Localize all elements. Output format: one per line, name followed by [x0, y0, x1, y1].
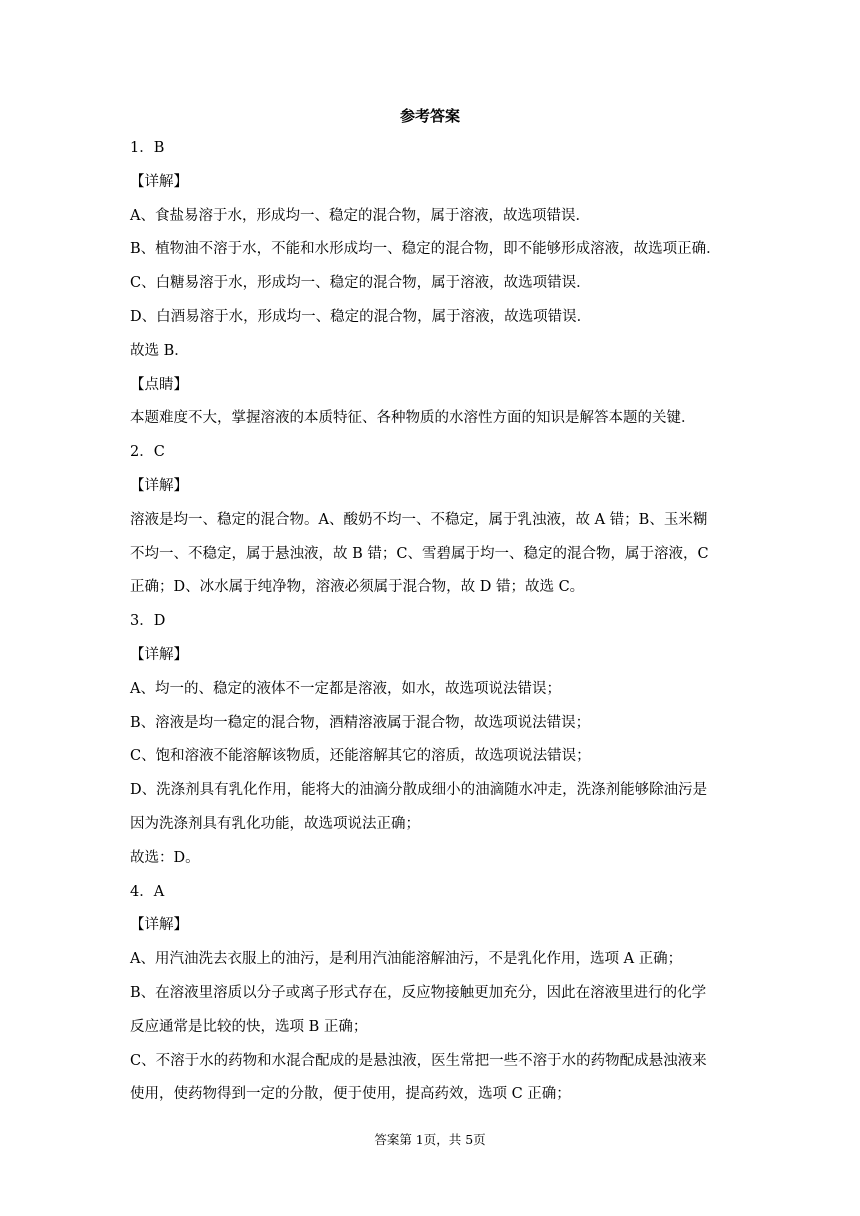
explanation-line: 故选：D。	[130, 849, 200, 866]
section-heading: 【详解】	[130, 917, 188, 934]
explanation-line: A、用汽油洗去衣服上的油污，是利用汽油能溶解油污，不是乳化作用，选项 A 正确；	[130, 951, 683, 968]
explanation-line: C、饱和溶液不能溶解该物质，还能溶解其它的溶质，故选项说法错误；	[130, 748, 591, 765]
answer-number: 4．A	[130, 883, 165, 900]
section-heading: 【点睛】	[130, 376, 188, 393]
answer-number: 1．B	[130, 140, 165, 156]
explanation-line: 正确；D、冰水属于纯净物，溶液必须属于混合物，故 D 错；故选 C。	[130, 579, 585, 596]
explanation-line: B、植物油不溶于水，不能和水形成均一、稳定的混合物，即不能够形成溶液，故选项正确．	[130, 241, 721, 258]
page-title: 参考答案	[399, 107, 460, 125]
explanation-line: C、不溶于水的药物和水混合配成的是悬浊液，医生常把一些不溶于水的药物配成悬浊液来	[130, 1052, 707, 1069]
explanation-line: 本题难度不大，掌握溶液的本质特征、各种物质的水溶性方面的知识是解答本题的关键．	[130, 410, 696, 427]
explanation-line: 不均一、不稳定，属于悬浊液，故 B 错；C、雪碧属于均一、稳定的混合物，属于溶液，C	[130, 545, 709, 562]
explanation-line: A、食盐易溶于水，形成均一、稳定的混合物，属于溶液，故选项错误．	[130, 207, 590, 224]
answer-body	[130, 132, 734, 1112]
explanation-line: B、在溶液里溶质以分子或离子形式存在，反应物接触更加充分，因此在溶液里进行的化学	[130, 984, 707, 1001]
page-footer: 答案第 1页，共 5页	[374, 1132, 486, 1147]
explanation-line: 溶液是均一、稳定的混合物。A、酸奶不均一、不稳定，属于乳浊液，故 A 错；B、玉米糊	[130, 511, 708, 528]
explanation-line: B、溶液是均一稳定的混合物，酒精溶液属于混合物，故选项说法错误；	[130, 714, 591, 731]
explanation-line: 故选 B．	[130, 342, 189, 359]
explanation-line: 因为洗涤剂具有乳化功能，故选项说法正确；	[130, 815, 420, 832]
section-heading: 【详解】	[130, 477, 188, 494]
explanation-line: C、白糖易溶于水，形成均一、稳定的混合物，属于溶液，故选项错误．	[130, 275, 591, 292]
explanation-line: 反应通常是比较的快，选项 B 正确；	[130, 1018, 368, 1035]
explanation-line: D、洗涤剂具有乳化作用，能将大的油滴分散成细小的油滴随水冲走，洗涤剂能够除油污是	[130, 782, 708, 799]
answer-number: 2．C	[130, 444, 165, 461]
explanation-line: 使用，使药物得到一定的分散，便于使用，提高药效，选项 C 正确；	[130, 1086, 571, 1103]
section-heading: 【详解】	[130, 173, 188, 190]
explanation-line: D、白酒易溶于水，形成均一、稳定的混合物，属于溶液，故选项错误．	[130, 308, 592, 325]
section-heading: 【详解】	[130, 646, 188, 663]
explanation-line: A、均一的、稳定的液体不一定都是溶液，如水，故选项说法错误；	[130, 680, 561, 697]
answer-number: 3．D	[130, 613, 166, 630]
